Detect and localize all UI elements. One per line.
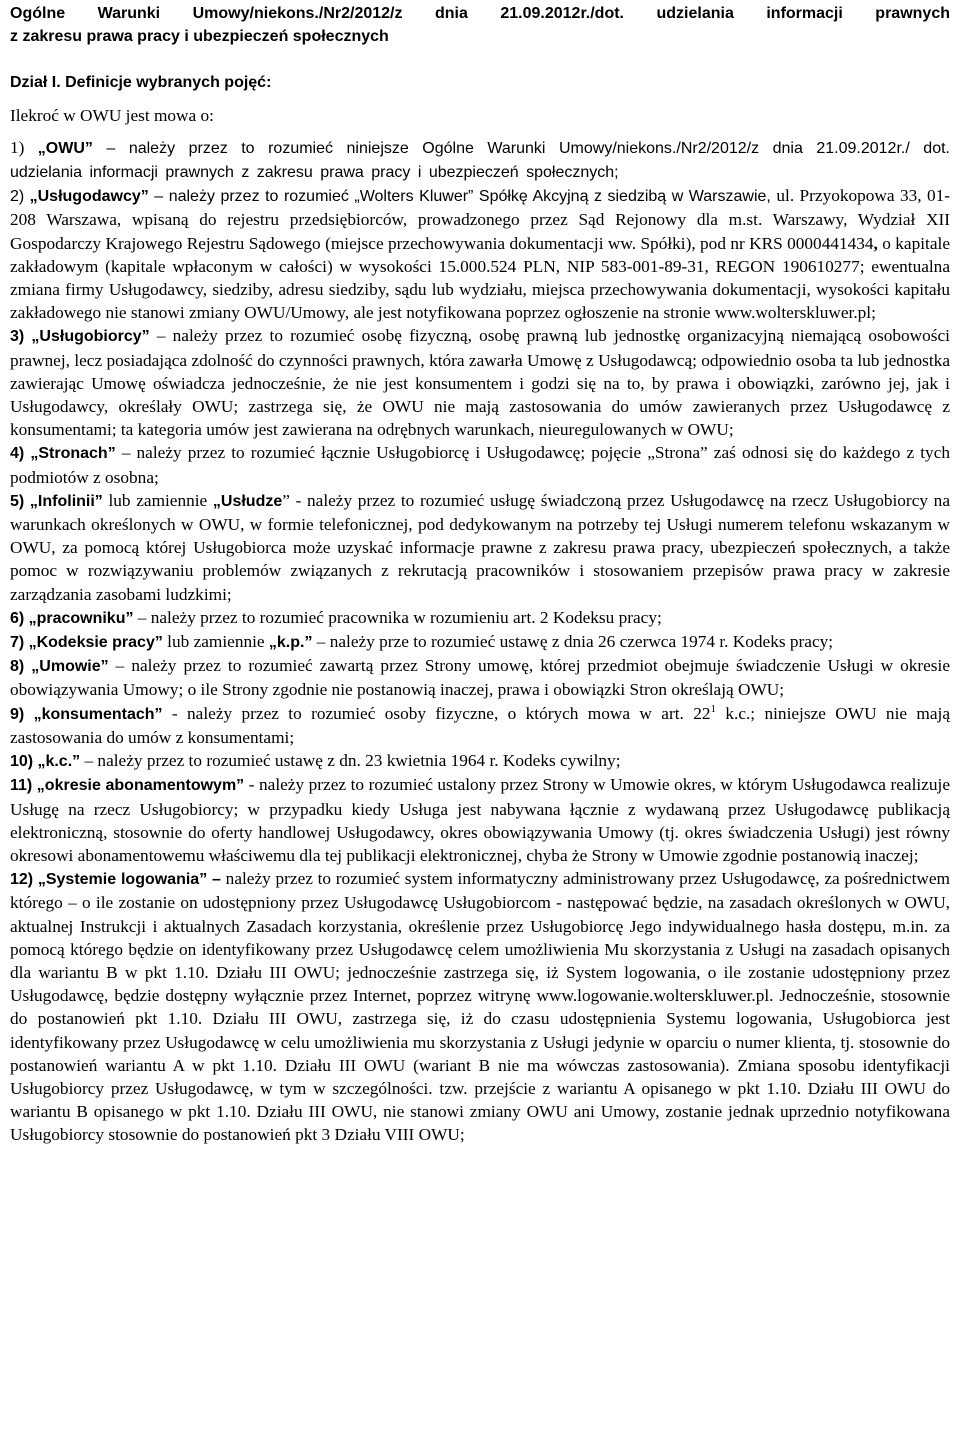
definition-9 [10,702,950,749]
document-title-line-2: z zakresu prawa pracy i ubezpieczeń społecznych [10,28,389,46]
definition-text: – należy przez to rozumieć osobę fizyczną, osobę prawną lub jednostkę organizacyjną niemającą osobowości prawnej, lecz posiadająca zdolność do czynności prawnych, która zawarła Umowę z Usługodawcą; odpowiednio osoba ta lub jednostka zawierając Umowę oświadcza jednocześnie, że nie jest konsumentem i godzi się na to, by prawa i obowiązki, zarówno jej, jak i Usługodawcy, określały OWU; zastrzega się, że OWU nie mają zastosowania do umów zawieranych przez Usługodawcę z konsumentami; ta kategoria umów jest zawierana na odrębnych warunkach, nieuregulowanych w OWU; [10,326,950,440]
definition-3 [10,324,950,441]
definition-number: 8) [10,658,25,676]
definition-text: , [873,233,878,253]
definition-text: k.c.; niniejsze OWU nie mają zastosowania do umów z konsumentami; [10,703,950,747]
definition-text: należy przez to rozumieć system informatyczny administrowany przez Usługodawcę, za pośrednictwem którego – o ile zostanie on udostępniony przez Usługodawcę Usługobiorcom - następować będzie, na zasadach określonych w OWU, aktualnej Instrukcji i aktualnych Zasadach korzystania, określenie przez Usługobiorcę Jego indywidualnego hasła dostępu, m.in. za pomocą którego będzie on identyfikowany przez Usługodawcę celem umożliwienia Mu skorzystania z Usługi na zasadach opisanych dla wariantu B w pkt 1.10. Działu III OWU; jednocześnie zastrzega się, iż System logowania, o ile zostanie udostępniony przez Usługodawcę, będzie dostępny wyłącznie przez Internet, poprzez witrynę www.logowanie.wolterskluwer.pl. Jednocześnie, stosownie do postanowień pkt 1.10. Działu III OWU, zastrzega się, iż do czasu udostępnienia Systemu logowania, Usługobiorca jest identyfikowany przez Usługodawcę w celu umożliwienia mu skorzystania z Usługi jedynie w oparciu o numer klienta, tj. stosownie do postanowień wariantu A w pkt 1.10. Działu III OWU (wariant B nie ma wówczas zastosowania). Zmiana sposobu identyfikacji Usługobiorcy przez Usługodawcę, w tym w szczególności. tzw. przejście z wariantu A opisanego w pkt 1.10. Działu III OWU do wariantu B opisanego w pkt 1.10. Działu III OWU, nie stanowi zmiany OWU ani Umowy, zostanie jednak uprzednio notyfikowana Usługobiorcy stosownie do postanowień pkt 3 Działu VIII OWU; [10,869,950,1145]
definition-term: „k.c.” [37,753,81,771]
definition-6 [10,606,950,630]
definition-4 [10,441,950,488]
definition-text: lub zamiennie [102,490,213,510]
definition-term-alt: „k.p.” [268,634,313,652]
section-intro: Ilekroć w OWU jest mowa o: [10,105,214,125]
definition-5 [10,489,950,606]
definition-number: 7) [10,634,25,652]
definition-text: – należy przez to rozumieć łącznie Usługobiorcę i Usługodawcę; pojęcie „Strona” zaś odnosi się do każdego z tych podmiotów z osobna; [10,443,951,487]
definition-text: o kapitale zakładowym (kapitale wpłaconym w całości) w wysokości 15.000.524 PLN, NIP 583-001-89-31, REGON 190610277; ewentualna zmiana firmy Usługodawcy, siedziby, adresu siedziby, sądu lub wydziału, miejsca przechowywania dokumentacji, wysokości kapitału zakładowego nie stanowi zmiany OWU/Umowy, ale jest notyfikowana poprzez ogłoszenie na stronie www.wolterskluwer.pl; [10,233,950,323]
section-heading: Dział I. Definicje wybranych pojęć: [10,74,272,92]
definition-term: „pracowniku” [28,609,134,627]
definition-number: 11) [10,777,33,795]
definition-term: „OWU” [37,139,93,157]
definition-number: 10) [10,753,34,771]
superscript: 1 [710,702,716,715]
document-page [5,2,955,1147]
definition-text: – należy przez to rozumieć „Wolters Kluwer” Spółkę Akcyjną z siedzibą w Warszawie, [148,188,777,206]
definition-number: 4) [10,445,25,463]
definition-text: – należy przez to rozumieć pracownika w rozumieniu art. 2 Kodeksu pracy; [133,607,662,627]
definition-text: – należy przez to rozumieć niniejsze Ogólne Warunki Umowy/niekons./Nr2/2012/z dnia 21.09.2012r./ dot. udzielania informacji prawnych z zakresu prawa pracy i ubezpieczeń społecznych; [10,139,950,182]
definition-term: „okresie abonamentowym” [36,777,245,795]
definition-number: 12) [10,871,34,889]
definition-number: 5) [10,492,25,510]
definition-term: „konsumentach” [33,705,163,723]
spacer [10,48,950,71]
definition-term: „Infolinii” [29,492,103,510]
definition-term: „Umowie” [31,658,109,676]
definition-10 [10,749,950,773]
definition-term-alt: „Usłudze [212,492,283,510]
definition-term: „Systemie logowania” – [37,871,221,889]
definition-term: „Usługobiorcy” [31,328,150,346]
definition-11 [10,773,950,867]
definition-text: - należy przez to rozumieć ustalony przez Strony w Umowie okres, w którym Usługodawca realizuje Usługę na rzecz Usługobiorcy; w przypadku kiedy Usługa jest nabywana łącznie z wydawaną przez Usługodawcę publikacją elektroniczną, stosownie do oferty handlowej Usługodawcy, okres obowiązywania Umowy (tj. okres świadczenia Usługi) jest równy okresowi abonamentowemu właściwemu dla tej publikacji elektronicznej, chyba że Strony w Umowie zgodnie postanowią inaczej; [10,775,950,865]
definition-number: 2) [10,188,25,206]
definition-8 [10,654,950,701]
definition-number: 1) [10,137,25,157]
definition-text: ul. Przyokopowa 33, 01-208 Warszawa, wpisaną do rejestru przedsiębiorców, prowadzonego przez Sąd Rejonowy dla m.st. Warszawy, Wydział XII Gospodarczy Krajowego Rejestru Sądowego (miejsce przechowywania dokumentacji ww. Spółki), pod nr KRS 0000441434 [10,186,950,253]
definition-text: ” - należy przez to rozumieć usługę świadczoną przez Usługodawcę na rzecz Usługobiorcy na warunkach określonych w OWU, w formie telefonicznej, pod dedykowanym na potrzeby tej Usługi numerem telefonu wskazanym w OWU, za pomocą której Usługobiorca może uzyskać informacje prawne z zakresu prawa pracy, ubezpieczeń społecznych, a także pomoc w rozwiązywaniu problemów związanych z rekrutacją pracowników i stosowaniem przepisów prawa pracy w zakresie zarządzania zasobami ludzkimi; [10,490,950,604]
definition-2 [10,184,950,324]
definition-text: – należy prze to rozumieć ustawę z dnia 26 czerwca 1974 r. Kodeks pracy; [312,632,834,652]
definition-text: - należy przez to rozumieć osoby fizyczne, o których mowa w art. 22 [162,703,711,723]
definition-number: 9) [10,705,25,723]
definition-number: 3) [10,328,25,346]
definition-1 [10,136,950,184]
definition-number: 6) [10,609,25,627]
definition-7 [10,630,950,654]
definition-term: „Kodeksie pracy” [28,634,163,652]
document-title-line-1: Ogólne Warunki Umowy/niekons./Nr2/2012/z dnia 21.09.2012r./dot. udzielania informacji prawnych [10,5,950,22]
definition-text: lub zamiennie [162,632,269,652]
definition-12 [10,867,950,1146]
definition-term: „Stronach” [30,445,116,463]
definition-text: – należy przez to rozumieć ustawę z dn. 23 kwietnia 1964 r. Kodeks cywilny; [80,751,621,771]
definition-text: – należy przez to rozumieć zawartą przez Strony umowę, której przedmiot obejmuje świadczenie Usługi w okresie obowiązywania Umowy; o ile Strony zgodnie nie postanowią inaczej, prawa i obowiązki Stron określają OWU; [10,656,950,700]
definition-term: „Usługodawcy” [29,188,149,206]
